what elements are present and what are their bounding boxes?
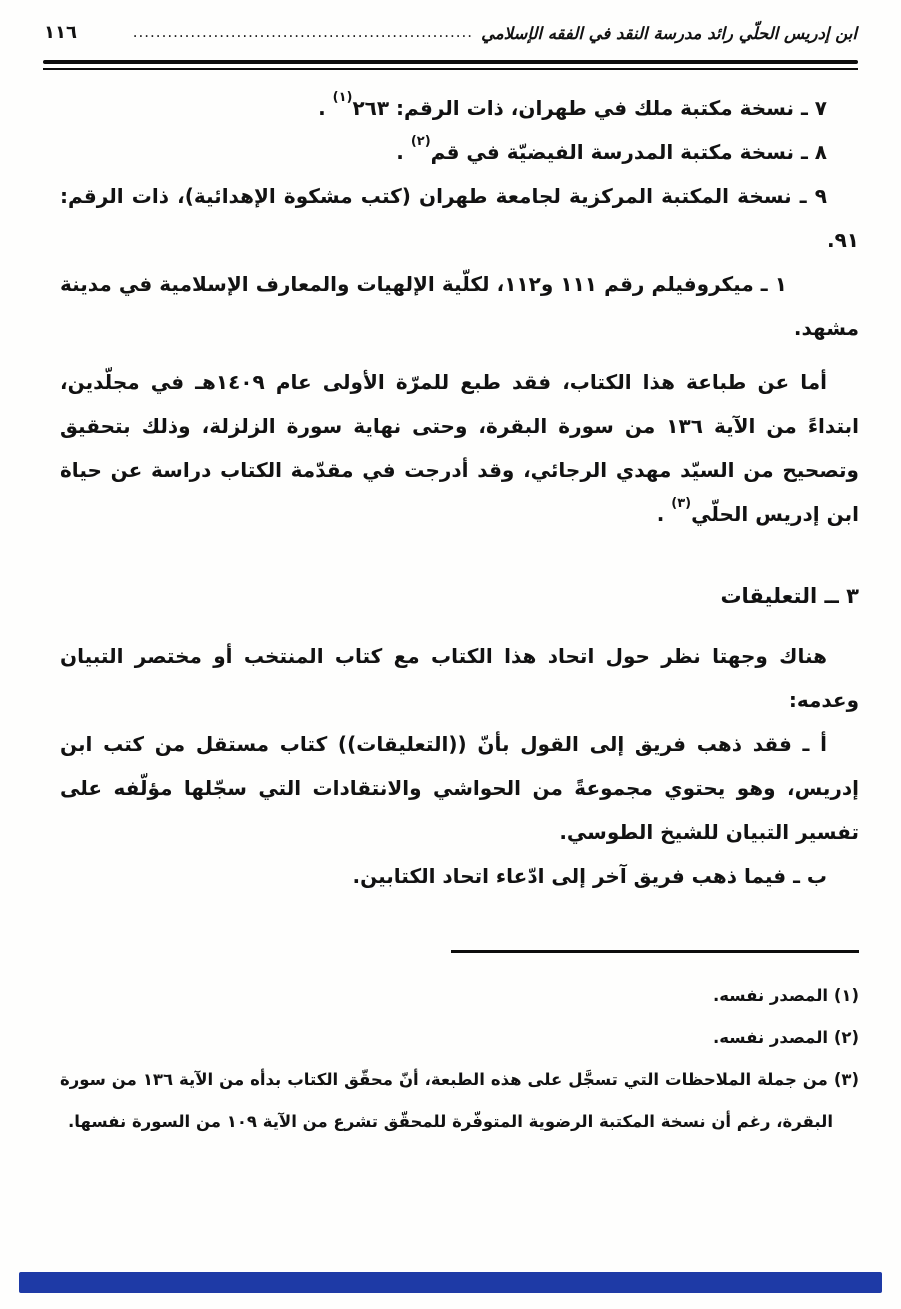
list-item-text: ٧ ـ نسخة مكتبة ملك في طهران، ذات الرقم: ٢٦٣ <box>352 96 827 120</box>
paragraph-view-b: ب ـ فيما ذهب فريق آخر إلى ادّعاء اتحاد الكتابين. <box>352 864 827 888</box>
section-heading: ٣ ــ التعليقات <box>720 584 859 608</box>
paragraph-period: . <box>656 502 672 526</box>
list-item-7 <box>60 86 859 130</box>
scan-edge-bar <box>19 1272 882 1293</box>
dot-leader: ........................................................... <box>132 23 474 41</box>
footnotes-section <box>60 950 859 1143</box>
paragraph-printing <box>60 360 859 536</box>
footnote-marker-3: (٣) <box>671 496 692 511</box>
body-text <box>60 86 859 898</box>
footnote-separator <box>451 950 859 953</box>
footnote-1: (١) المصدر نفسه. <box>713 986 859 1005</box>
running-title: ابن إدريس الحلّي رائد مدرسة النقد في الفقه الإسلامي <box>481 24 857 43</box>
list-item-8 <box>60 130 859 174</box>
header-rule-thin <box>43 68 858 70</box>
paragraph-text: أما عن طباعة هذا الكتاب، فقد طبع للمرّة الأولى عام ١٤٠٩هـ في مجلّدين، ابتداءً من الآية ١٣٦ من سورة البقرة، وحتى نهاية سورة الزلزلة، وذلك بتحقيق وتصحيح من السيّد مهدي الرجائي، وقد أدرجت في مقدّمة الكتاب دراسة عن حياة ابن إدريس الحلّي <box>60 370 859 526</box>
footnote-marker-2: (٢) <box>410 134 431 149</box>
list-item-text: ٨ ـ نسخة مكتبة المدرسة الفيضيّة في قم <box>430 140 827 164</box>
page-number: ١١٦ <box>44 22 77 43</box>
paragraph-two-views: هناك وجهتا نظر حول اتحاد هذا الكتاب مع كتاب المنتخب أو مختصر التبيان وعدمه: <box>60 644 859 712</box>
list-item-period: . <box>318 96 333 120</box>
list-item-period: . <box>396 140 411 164</box>
list-item-10 <box>60 262 859 350</box>
list-item-text: ٩ ـ نسخة المكتبة المركزية لجامعة طهران (كتب مشكوة الإهدائية)، ذات الرقم: ٩١. <box>60 184 859 252</box>
list-item-9 <box>60 174 859 262</box>
footnote-2: (٢) المصدر نفسه. <box>713 1028 859 1047</box>
list-item-text: ١ ـ ميكروفيلم رقم ١١١ و١١٢، لكلّية الإلهيات والمعارف الإسلامية في مدينة مشهد. <box>60 272 859 340</box>
page-header <box>44 22 857 43</box>
footnote-3: (٣) من جملة الملاحظات التي تسجَّل على هذه الطبعة، أنّ محقّق الكتاب بدأه من الآية ١٣٦ من سورة البقرة، رغم أن نسخة المكتبة الرضوية المتوفّرة للمحقّق تشرع من الآية ١٠٩ من السورة نفسها. <box>60 1070 859 1131</box>
footnote-marker-1: (١) <box>332 90 353 105</box>
paragraph-view-a: أ ـ فقد ذهب فريق إلى القول بأنّ ((التعليقات)) كتاب مستقل من كتب ابن إدريس، وهو يحتوي مجموعةً من الحواشي والانتقادات التي سجّلها مؤلّفه على تفسير التبيان للشيخ الطوسي. <box>60 732 859 844</box>
header-rule-thick <box>43 60 858 64</box>
